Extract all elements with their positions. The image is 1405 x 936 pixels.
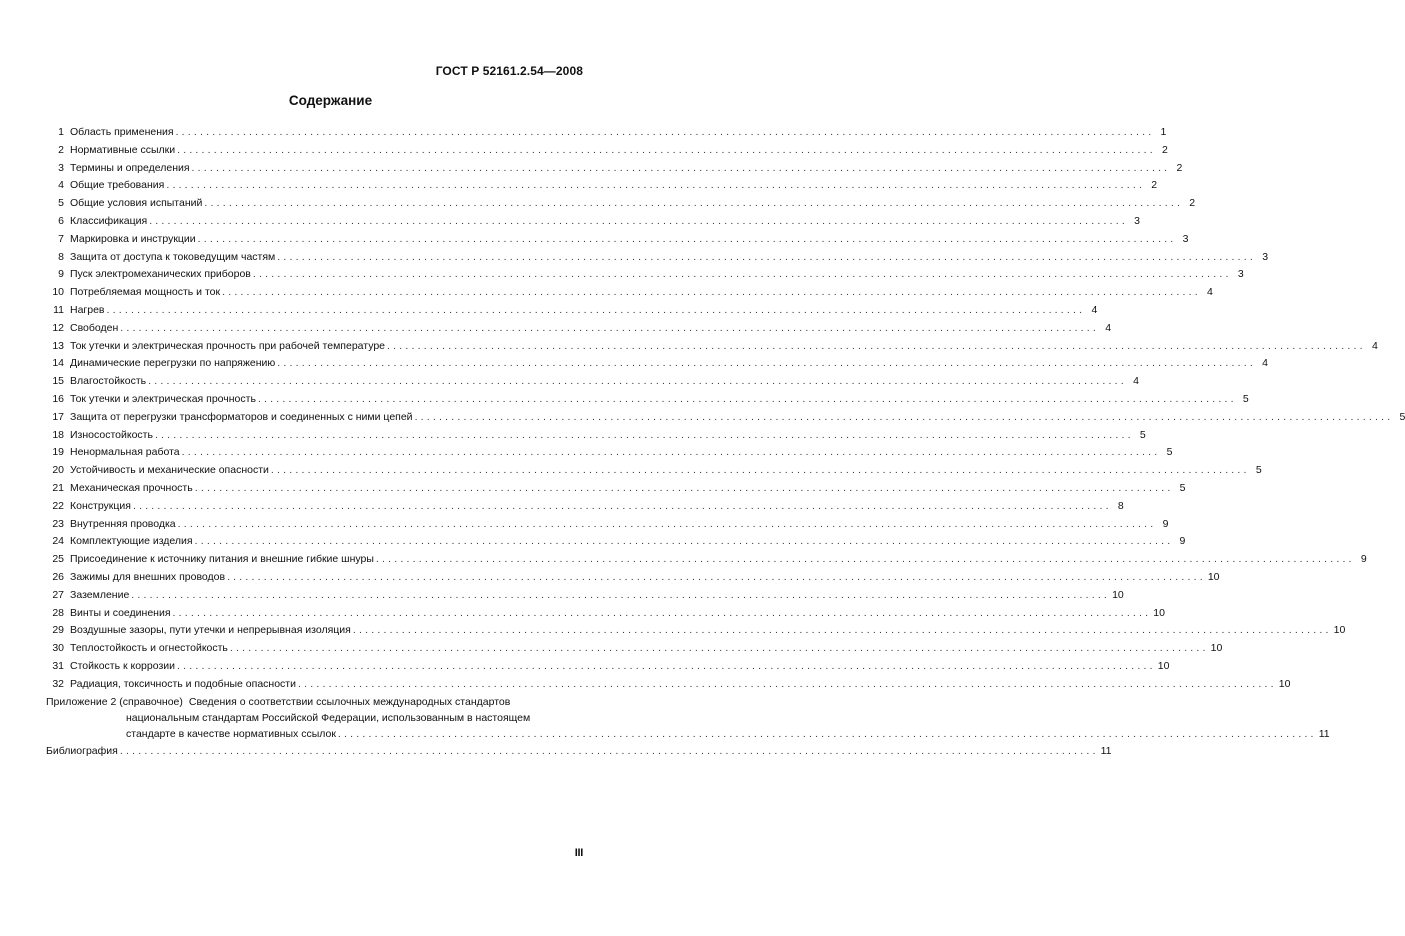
toc-entry-page-number: 5: [1399, 410, 1405, 423]
toc-entry-page-number: 2: [1162, 143, 1168, 156]
toc-entry[interactable]: [46, 444, 1173, 462]
toc-entry[interactable]: [46, 373, 1139, 391]
toc-entry-title: Нагрев: [70, 303, 105, 316]
toc-entry[interactable]: [46, 676, 1291, 694]
page-folio: III: [574, 847, 583, 859]
toc-entry-number: 23: [52, 517, 64, 530]
toc-entry-title: Ток утечки и электрическая прочность при рабочей температуре: [70, 339, 386, 352]
leader-dots: ................................................................................................................................................................: [387, 339, 1366, 352]
toc-entry-number: 24: [52, 535, 64, 548]
toc-entry-number: 17: [52, 410, 64, 423]
leader-dots: ................................................................................................................................................................: [277, 250, 1257, 263]
leader-dots: ................................................................................................................................................................: [375, 553, 1355, 566]
toc-entry-title: Ненормальная работа: [70, 446, 180, 459]
leader-dots: ................................................................................................................................................................: [154, 428, 1134, 441]
toc-entry-page-number: 10: [1333, 624, 1346, 637]
toc-entry-title: Защита от доступа к токоведущим частям: [70, 250, 276, 263]
leader-dots: ................................................................................................................................................................: [222, 286, 1201, 299]
toc-entry-page-number: 10: [1278, 677, 1291, 690]
toc-entry-page-number: 5: [1255, 464, 1262, 477]
toc-entry-page-number: 2: [1189, 197, 1196, 210]
leader-dots: ................................................................................................................................................................: [149, 214, 1128, 227]
toc-entry-number: 28: [52, 606, 64, 619]
toc-entry[interactable]: [46, 622, 1346, 640]
toc-entry-title: Механическая прочность: [70, 481, 193, 494]
appendix-label: Приложение 2 (справочное): [46, 695, 183, 708]
toc-entry-title: Стойкость к коррозии: [70, 659, 175, 672]
toc-entry-title: Внутренняя проводка: [70, 517, 176, 530]
toc-entry-title: Нормативные ссылки: [70, 143, 176, 156]
toc-entry-page-number: 4: [1262, 357, 1269, 370]
toc-entry[interactable]: [46, 409, 1405, 427]
toc-entry-number: 4: [58, 179, 64, 192]
leader-dots: ................................................................................................................................................................: [131, 588, 1111, 601]
leader-dots: ................................................................................................................................................................: [414, 410, 1394, 423]
leader-dots: ................................................................................................................................................................: [252, 268, 1232, 281]
leader-dots: ................................................................................................................................................................: [270, 464, 1250, 477]
appendix-page-number: 11: [1318, 727, 1330, 740]
toc-appendix-entry[interactable]: [46, 694, 1330, 742]
appendix-title-line3: стандарте в качестве нормативных ссылок: [126, 727, 336, 740]
toc-entry-number: 2: [58, 143, 64, 156]
toc-entry-number: 22: [52, 499, 64, 512]
toc-entry-number: 13: [52, 339, 64, 352]
toc-entry-title: Общие требования: [70, 179, 165, 192]
leader-dots: ................................................................................................................................................................: [297, 677, 1277, 690]
toc-entry-page-number: 3: [1182, 232, 1189, 245]
toc-entry[interactable]: [46, 177, 1158, 195]
toc-entry[interactable]: [46, 658, 1170, 676]
toc-entry-number: 29: [52, 624, 64, 637]
toc-entry-number: 10: [52, 286, 64, 299]
toc-entry-number: 32: [52, 677, 64, 690]
toc-entry[interactable]: [46, 355, 1269, 373]
toc-entry-page-number: 3: [1134, 214, 1140, 227]
toc-entry-number: 15: [52, 375, 64, 388]
bibliography-page-number: 11: [1100, 744, 1112, 757]
toc-entry-page-number: 10: [1153, 606, 1165, 619]
toc-entry-title: Маркировка и инструкции: [70, 232, 196, 245]
toc-entry[interactable]: [46, 249, 1269, 267]
toc-entry-number: 21: [52, 481, 64, 494]
leader-dots: ................................................................................................................................................................: [148, 375, 1127, 388]
toc-entry-page-number: 1: [1160, 126, 1167, 138]
toc-entry-page-number: 4: [1091, 303, 1098, 316]
toc-entry[interactable]: [46, 231, 1189, 249]
toc-entry[interactable]: [46, 480, 1186, 498]
toc-entry-page-number: 9: [1162, 517, 1169, 530]
toc-entry-number: 8: [58, 250, 64, 263]
toc-entry-title: Область применения: [70, 126, 174, 138]
toc-entry-title: Присоединение к источнику питания и внешние гибкие шнуры: [70, 553, 374, 566]
toc-entry-title: Радиация, токсичность и подобные опасности: [70, 677, 296, 690]
toc-entry[interactable]: [46, 142, 1168, 160]
leader-dots: ................................................................................................................................................................: [172, 606, 1152, 619]
toc-entry-title: Устойчивость и механические опасности: [70, 464, 269, 477]
toc-entry-title: Свободен: [70, 321, 119, 334]
toc-entry-page-number: 8: [1117, 499, 1124, 512]
toc-entry-number: 26: [52, 570, 64, 583]
toc-entry-title: Теплостойкость и огнестойкость: [70, 642, 228, 655]
toc-entry-title: Общие условия испытаний: [70, 197, 203, 210]
toc-entry-number: 18: [52, 428, 64, 441]
toc-entry-page-number: 9: [1360, 553, 1367, 566]
toc-entry[interactable]: [46, 320, 1112, 338]
toc-entry-page-number: 3: [1262, 250, 1269, 263]
toc-entry-page-number: 4: [1105, 321, 1112, 334]
toc-entry[interactable]: [46, 533, 1186, 551]
toc-entry-title: Винты и соединения: [70, 606, 171, 619]
toc-entry-number: 7: [58, 232, 64, 245]
toc-entry-title: Классификация: [70, 214, 148, 227]
toc-entry-number: 9: [58, 268, 64, 281]
toc-entry[interactable]: [46, 551, 1367, 569]
toc-entry-number: 5: [58, 197, 64, 210]
toc-entry[interactable]: [46, 462, 1262, 480]
toc-entry-title: Потребляемая мощность и ток: [70, 286, 221, 299]
toc-entry-page-number: 3: [1237, 268, 1244, 281]
leader-dots: ................................................................................................................................................................: [337, 727, 1317, 740]
leader-dots: ................................................................................................................................................................: [166, 179, 1146, 192]
toc-entries: [46, 124, 1405, 694]
toc-entry[interactable]: [46, 266, 1244, 284]
leader-dots: ................................................................................................................................................................: [352, 624, 1332, 637]
toc-entry-title: Заземление: [70, 588, 130, 601]
toc-entry-number: 16: [52, 392, 64, 405]
appendix-title-line1: Сведения о соответствии ссылочных международных стандартов: [188, 695, 511, 708]
toc-heading: Содержание: [288, 93, 373, 108]
toc-entry-page-number: 5: [1139, 428, 1146, 441]
toc-entry-number: 27: [52, 588, 64, 601]
appendix-title-line2: национальным стандартам Российской Федерации, использованным в настоящем: [126, 711, 531, 724]
toc-entry-page-number: 2: [1151, 179, 1158, 192]
toc-entry[interactable]: [46, 338, 1378, 356]
toc-entry-title: Защита от перегрузки трансформаторов и соединенных с ними цепей: [70, 410, 413, 423]
toc-entry[interactable]: [46, 640, 1223, 658]
leader-dots: ................................................................................................................................................................: [257, 392, 1237, 405]
leader-dots: ................................................................................................................................................................: [181, 446, 1161, 459]
toc-entry-page-number: 5: [1166, 446, 1173, 459]
toc-entry-page-number: 4: [1207, 286, 1213, 299]
toc-entry[interactable]: [46, 213, 1140, 231]
toc-entry[interactable]: [46, 124, 1167, 142]
toc-entry-number: 1: [58, 126, 64, 138]
toc-entry-page-number: 10: [1210, 642, 1223, 655]
toc-entry-page-number: 10: [1207, 570, 1220, 583]
toc-entry-page-number: 5: [1242, 392, 1249, 405]
toc-entry[interactable]: [46, 498, 1124, 516]
toc-entry-title: Комплектующие изделия: [70, 535, 193, 548]
leader-dots: ................................................................................................................................................................: [191, 161, 1171, 174]
toc-entry-page-number: 5: [1179, 481, 1186, 494]
leader-dots: ................................................................................................................................................................: [194, 535, 1174, 548]
leader-dots: ................................................................................................................................................................: [177, 517, 1157, 530]
leader-dots: ................................................................................................................................................................: [175, 126, 1155, 138]
toc-entry-page-number: 9: [1179, 535, 1186, 548]
toc-entry[interactable]: [46, 605, 1165, 623]
toc-entry-page-number: 10: [1157, 659, 1170, 672]
toc-entry[interactable]: [46, 302, 1098, 320]
toc-entry-number: 6: [58, 214, 64, 227]
toc-entry-page-number: 4: [1133, 375, 1139, 388]
leader-dots: ................................................................................................................................................................: [177, 143, 1156, 156]
leader-dots: ................................................................................................................................................................: [132, 499, 1112, 512]
leader-dots: ................................................................................................................................................................: [177, 659, 1156, 672]
leader-dots: ................................................................................................................................................................: [227, 570, 1206, 583]
toc-entry-number: 3: [58, 161, 64, 174]
toc-entry[interactable]: [46, 569, 1220, 587]
leader-dots: ................................................................................................................................................................: [120, 321, 1100, 334]
toc-entry-number: 19: [52, 446, 64, 459]
toc-entry-page-number: 10: [1112, 588, 1124, 601]
toc-entry[interactable]: [46, 427, 1146, 445]
toc-entry[interactable]: [46, 284, 1213, 302]
leader-dots: ................................................................................................................................................................: [194, 481, 1174, 494]
toc-entry-number: 20: [52, 464, 64, 477]
toc-entry-page-number: 4: [1371, 339, 1378, 352]
toc-entry-title: Пуск электромеханических приборов: [70, 268, 251, 281]
toc-entry[interactable]: [46, 195, 1196, 213]
toc-entry-page-number: 2: [1176, 161, 1183, 174]
toc-entry-title: Ток утечки и электрическая прочность: [70, 392, 256, 405]
toc-entry-title: Износостойкость: [70, 428, 153, 441]
toc-entry[interactable]: [46, 516, 1169, 534]
leader-dots: ................................................................................................................................................................: [204, 197, 1184, 210]
toc-entry[interactable]: [46, 587, 1124, 605]
toc-entry-number: 14: [52, 357, 64, 370]
bibliography-title: Библиография: [46, 744, 118, 757]
toc-entry-title: Термины и определения: [70, 161, 190, 174]
toc-entry-number: 12: [52, 321, 64, 334]
toc-entry-title: Конструкция: [70, 499, 131, 512]
leader-dots: ................................................................................................................................................................: [277, 357, 1257, 370]
toc-entry-number: 25: [52, 553, 64, 566]
toc-bibliography-entry[interactable]: [46, 743, 1112, 761]
leader-dots: ................................................................................................................................................................: [119, 744, 1099, 757]
toc-entry-number: 30: [52, 642, 64, 655]
toc-entry-title: Влагостойкость: [70, 375, 147, 388]
toc-entry-number: 31: [52, 659, 64, 672]
toc-entry-number: 11: [53, 303, 64, 316]
leader-dots: ................................................................................................................................................................: [197, 232, 1177, 245]
toc-entry[interactable]: [46, 391, 1249, 409]
toc-entry[interactable]: [46, 160, 1183, 178]
leader-dots: ................................................................................................................................................................: [229, 642, 1209, 655]
toc-entry-title: Воздушные зазоры, пути утечки и непрерывная изоляция: [70, 624, 351, 637]
toc-entry-title: Зажимы для внешних проводов: [70, 570, 226, 583]
table-of-contents: [46, 124, 1405, 760]
toc-entry-title: Динамические перегрузки по напряжению: [70, 357, 276, 370]
document-code: ГОСТ Р 52161.2.54—2008: [435, 64, 583, 78]
leader-dots: ................................................................................................................................................................: [106, 303, 1086, 316]
